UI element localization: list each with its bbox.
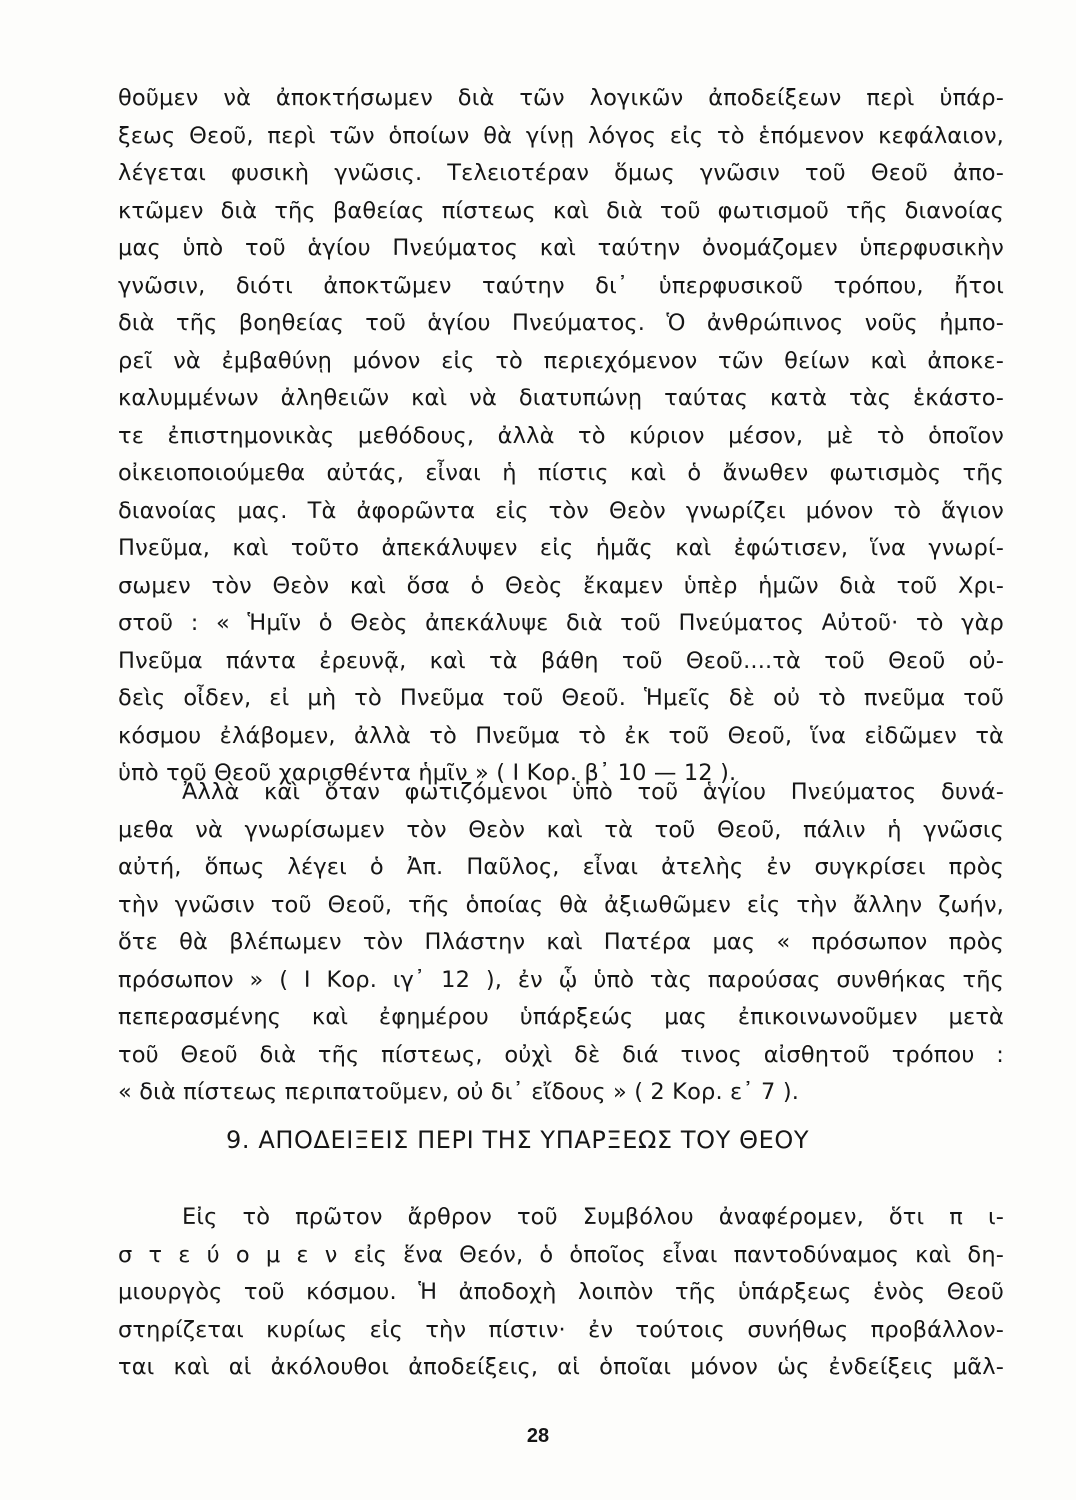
text-line: ξεως Θεοῦ, περὶ τῶν ὁποίων θὰ γίνῃ λόγος εἰς τὸ ἑπόμενον κεφάλαιον, bbox=[118, 122, 1004, 149]
text-line: διὰ τῆς βοηθείας τοῦ ἁγίου Πνεύματος. Ὁ ἀνθρώπινος νοῦς ἠμπο- bbox=[118, 310, 1004, 336]
section-heading-wrap bbox=[226, 1122, 946, 1158]
text-line: θοῦμεν νὰ ἀποκτήσωμεν διὰ τῶν λογικῶν ἀποδείξεων περὶ ὑπάρ- bbox=[118, 85, 1004, 111]
text-line: Πνεῦμα πάντα ἐρευνᾷ, καὶ τὰ βάθη τοῦ Θεοῦ....τὰ τοῦ Θεοῦ οὐ- bbox=[118, 647, 1004, 674]
text-line: κόσμου ἐλάβομεν, ἀλλὰ τὸ Πνεῦμα τὸ ἐκ τοῦ Θεοῦ, ἵνα εἰδῶμεν τὰ bbox=[118, 722, 1004, 749]
text-line: τε ἐπιστημονικὰς μεθόδους, ἀλλὰ τὸ κύριον μέσον, μὲ τὸ ὁποῖον bbox=[118, 422, 1004, 449]
paragraph-2 bbox=[118, 774, 1004, 1112]
page-number: 28 bbox=[526, 1425, 550, 1447]
text-line: λέγεται φυσικὴ γνῶσις. Τελειοτέραν ὅμως γνῶσιν τοῦ Θεοῦ ἀπο- bbox=[118, 160, 1004, 186]
text-line: Εἰς τὸ πρῶτον ἄρθρον τοῦ Συμβόλου ἀναφέρομεν, ὅτι π ι- bbox=[182, 1204, 1004, 1230]
text-line: δεὶς οἶδεν, εἰ μὴ τὸ Πνεῦμα τοῦ Θεοῦ. Ἡμεῖς δὲ οὐ τὸ πνεῦμα τοῦ bbox=[118, 685, 1004, 711]
text-line: μιουργὸς τοῦ κόσμου. Ἡ ἀποδοχὴ λοιπὸν τῆς ὑπάρξεως ἑνὸς Θεοῦ bbox=[118, 1279, 1004, 1305]
text-line: μεθα νὰ γνωρίσωμεν τὸν Θεὸν καὶ τὰ τοῦ Θεοῦ, πάλιν ἡ γνῶσις bbox=[118, 816, 1004, 843]
text-line: στηρίζεται κυρίως εἰς τὴν πίστιν· ἐν τούτοις συνήθως προβάλλον- bbox=[118, 1316, 1004, 1343]
paragraph-3 bbox=[118, 1199, 1004, 1387]
text-line: κτῶμεν διὰ τῆς βαθείας πίστεως καὶ διὰ τοῦ φωτισμοῦ τῆς διανοίας bbox=[118, 197, 1004, 224]
text-line: Πνεῦμα, καὶ τοῦτο ἀπεκάλυψεν εἰς ἡμᾶς καὶ ἐφώτισεν, ἵνα γνωρί- bbox=[118, 535, 1004, 561]
text-line: στοῦ : « Ἡμῖν ὁ Θεὸς ἀπεκάλυψε διὰ τοῦ Πνεύματος Αὐτοῦ· τὸ γὰρ bbox=[118, 610, 1004, 636]
text-line: οἰκειοποιούμεθα αὐτάς, εἶναι ἡ πίστις καὶ ὁ ἄνωθεν φωτισμὸς τῆς bbox=[118, 460, 1004, 486]
text-line: μας ὑπὸ τοῦ ἁγίου Πνεύματος καὶ ταύτην ὀνομάζομεν ὑπερφυσικὴν bbox=[118, 235, 1004, 261]
text-line: « διὰ πίστεως περιπατοῦμεν, οὐ δι᾽ εἴδους » ( 2 Κορ. ε᾽ 7 ). bbox=[118, 1079, 800, 1105]
paragraph-1 bbox=[118, 80, 1004, 793]
text-line: σ τ ε ύ ο μ ε ν εἰς ἕνα Θεόν, ὁ ὁποῖος εἶναι παντοδύναμος καὶ δη- bbox=[118, 1241, 1004, 1268]
text-line: ὑπὸ τοῦ Θεοῦ χαρισθέντα ἡμῖν » ( Ι Κορ. β᾽ 10 — 12 ). bbox=[118, 760, 737, 786]
text-line: τοῦ Θεοῦ διὰ τῆς πίστεως, οὐχὶ δὲ διά τινος αἰσθητοῦ τρόπου : bbox=[118, 1041, 1004, 1068]
section-heading: 9. ΑΠΟΔΕΙΞΕΙΣ ΠΕΡΙ ΤΗΣ ΥΠΑΡΞΕΩΣ ΤΟΥ ΘΕΟΥ bbox=[226, 1126, 810, 1154]
text-line: ρεῖ νὰ ἐμβαθύνῃ μόνον εἰς τὸ περιεχόμενον τῶν θείων καὶ ἀποκε- bbox=[118, 347, 1004, 374]
text-line: καλυμμένων ἀληθειῶν καὶ νὰ διατυπώνῃ ταύτας κατὰ τὰς ἑκάστο- bbox=[118, 385, 1004, 411]
text-line: Ἀλλὰ καὶ ὅταν φωτιζόμενοι ὑπὸ τοῦ ἁγίου Πνεύματος δυνά- bbox=[182, 779, 1004, 805]
text-line: πρόσωπον » ( Ι Κορ. ιγ᾽ 12 ), ἐν ᾧ ὑπὸ τὰς παρούσας συνθήκας τῆς bbox=[118, 966, 1004, 993]
text-line: γνῶσιν, διότι ἀποκτῶμεν ταύτην δι᾽ ὑπερφυσικοῦ τρόπου, ἤτοι bbox=[118, 272, 1004, 299]
text-line: αὐτή, ὅπως λέγει ὁ Ἀπ. Παῦλος, εἶναι ἀτελὴς ἐν συγκρίσει πρὸς bbox=[118, 854, 1004, 880]
text-line: ὅτε θὰ βλέπωμεν τὸν Πλάστην καὶ Πατέρα μας « πρόσωπον πρὸς bbox=[118, 929, 1004, 955]
text-line: σωμεν τὸν Θεὸν καὶ ὅσα ὁ Θεὸς ἔκαμεν ὑπὲρ ἡμῶν διὰ τοῦ Χρι- bbox=[118, 572, 1004, 599]
text-line: πεπερασμένης καὶ ἐφημέρου ὑπάρξεώς μας ἐπικοινωνοῦμεν μετὰ bbox=[118, 1004, 1004, 1030]
text-line: διανοίας μας. Τὰ ἀφορῶντα εἰς τὸν Θεὸν γνωρίζει μόνον τὸ ἅγιον bbox=[118, 497, 1004, 524]
text-line: ται καὶ αἱ ἀκόλουθοι ἀποδείξεις, αἱ ὁποῖαι μόνον ὡς ἐνδείξεις μᾶλ- bbox=[118, 1354, 1004, 1380]
text-line: τὴν γνῶσιν τοῦ Θεοῦ, τῆς ὁποίας θὰ ἀξιωθῶμεν εἰς τὴν ἄλλην ζωήν, bbox=[118, 891, 1004, 918]
